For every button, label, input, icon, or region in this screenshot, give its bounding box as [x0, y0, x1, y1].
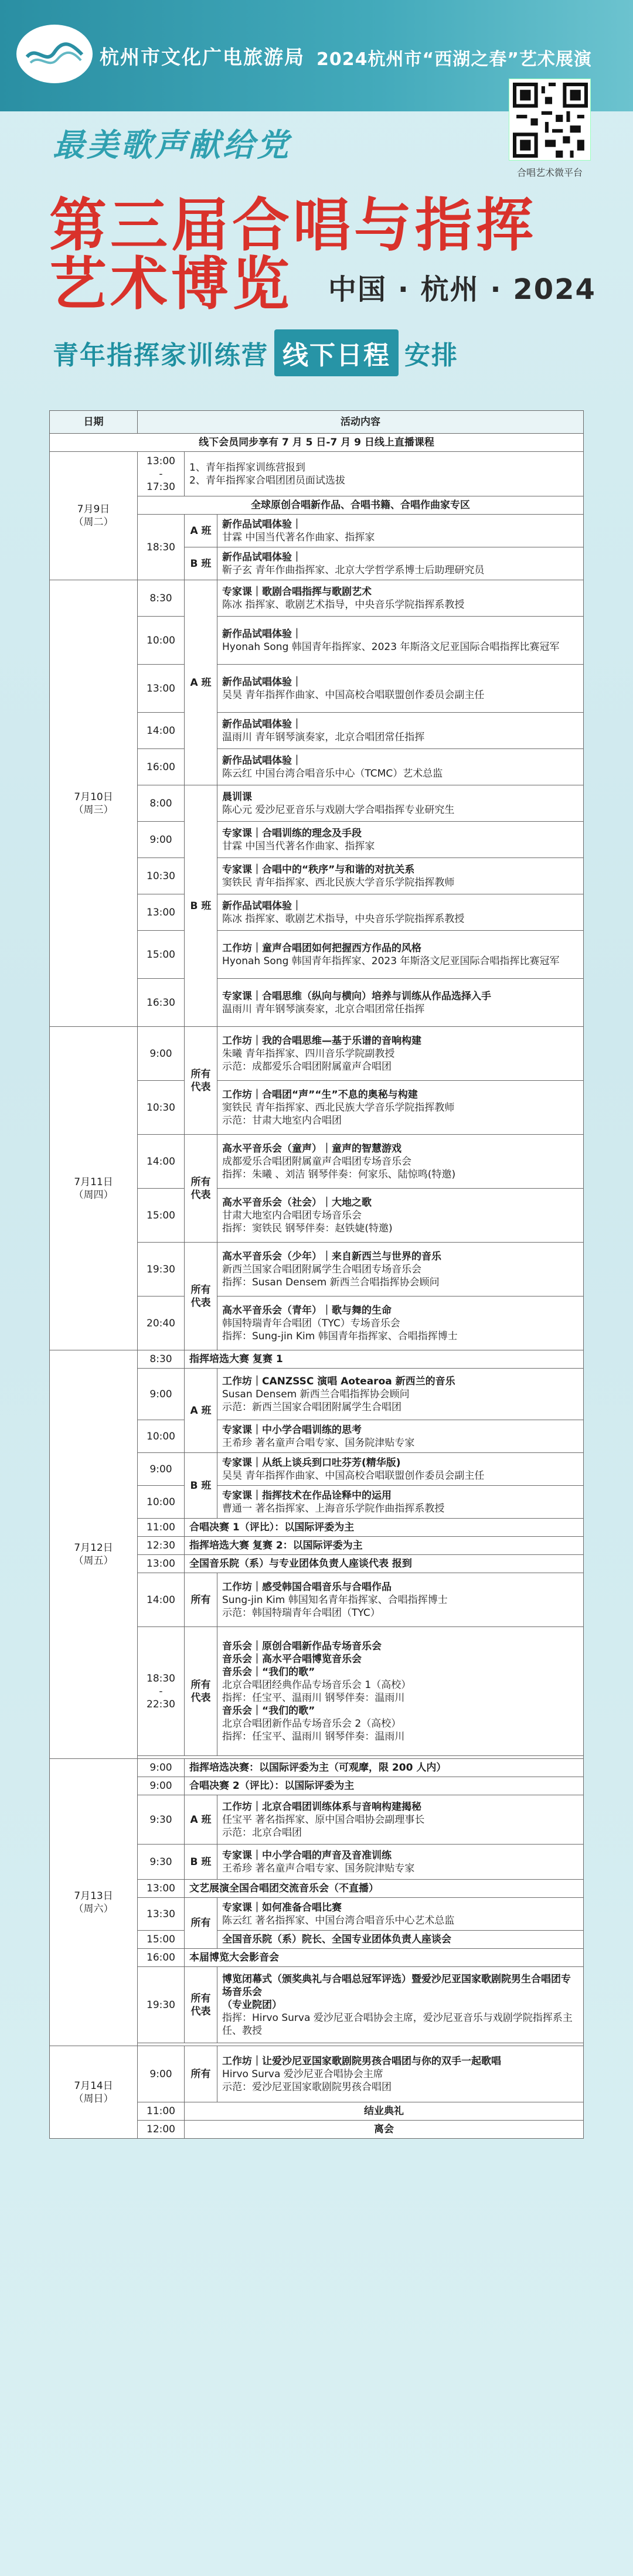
activity-line: 示范：北京合唱团: [222, 1826, 302, 1839]
time-cell: 18:30: [138, 515, 185, 580]
date: 7月11日: [74, 1176, 113, 1188]
activity-line: 陈冰 指挥家、歌剧艺术指导，中央音乐学院指挥系教授: [222, 913, 465, 925]
activity-title: 专家课｜合唱训练的理念及手段: [222, 827, 362, 839]
activity-cell: [217, 931, 584, 979]
activity-cell: [217, 1453, 584, 1486]
activity-line: 示范：新西兰国家合唱团附属学生合唱团: [222, 1401, 401, 1413]
activity-line: 任宝平 著名指挥家、原中国合唱协会副理事长: [222, 1813, 425, 1826]
activity-title: 工作坊｜北京合唱团训练体系与音响构建揭秘: [222, 1801, 421, 1813]
table-row: [50, 1759, 584, 1777]
time-cell: 16:30: [138, 979, 185, 1027]
activity-cell: [185, 1537, 584, 1555]
team-cell: 所有: [185, 1898, 217, 1949]
activity-title: 音乐会｜“我们的歌”: [222, 1666, 315, 1678]
time-cell: 8:00: [138, 785, 185, 822]
activity-title: 全国音乐院（系）院长、全国专业团体负责人座谈会: [222, 1934, 451, 1945]
weekday: （周四）: [73, 1189, 114, 1201]
time-cell: 15:00: [138, 931, 185, 979]
weekday: （周六）: [73, 1903, 114, 1915]
activity-line: 吴昊 青年指挥作曲家、中国高校合唱联盟创作委员会副主任: [222, 689, 485, 701]
activity-line: Hyonah Song 韩国青年指挥家、2023 年斯洛文尼亚国际合唱指挥比赛冠军: [222, 641, 560, 653]
activity-cell: [217, 1189, 584, 1243]
place-year: 中国 · 杭州 · 2024: [328, 273, 596, 306]
date-cell: [50, 1350, 138, 1759]
activity-line: 示范：爱沙尼亚国家歌剧院男孩合唱团: [222, 2081, 392, 2093]
activity-cell: [217, 1135, 584, 1189]
activity-cell: [217, 1845, 584, 1880]
activity-title: 新作品试唱体验｜: [222, 551, 302, 563]
time-cell: 10:00: [138, 617, 185, 665]
activity-line: 1、青年指挥家训练营报到: [189, 461, 305, 474]
activity-title: 专家课｜合唱中的“秩序”与和谐的对抗关系: [222, 863, 415, 876]
activity-line: 甘霖 中国当代著名作曲家、指挥家: [222, 531, 375, 543]
time-cell: 19:30: [138, 1243, 185, 1296]
activity-line: 朱曦 青年指挥家、四川音乐学院副教授: [222, 1047, 395, 1060]
activity-cell: [217, 1081, 584, 1135]
activity-cell: [185, 1555, 584, 1573]
activity-line: 指挥：Hirvo Surva 爱沙尼亚合唱协会主席，爱沙尼亚音乐与戏剧学院指挥系主任、教授: [222, 2012, 573, 2037]
activity-title: 专家课｜从纸上谈兵到口吐芬芳(精华版): [222, 1457, 401, 1469]
activity-cell: 全球原创合唱新作品、合唱书籍、合唱作曲家专区: [138, 496, 584, 515]
date: 7月14日: [74, 2080, 113, 2092]
time-cell: 14:00: [138, 713, 185, 749]
activity-title: 专家课｜中小学合唱训练的思考: [222, 1424, 362, 1436]
activity-title: 高水平音乐会（少年）｜来自新西兰与世界的音乐: [222, 1250, 441, 1263]
time-cell: 12:00: [138, 2121, 185, 2139]
activity-cell: [185, 452, 584, 496]
time-cell: 12:30: [138, 1537, 185, 1555]
team-cell: 所有代表: [185, 1027, 217, 1135]
activity-cell: [217, 749, 584, 785]
activity-cell: [217, 1243, 584, 1296]
activity-cell: [185, 1519, 584, 1537]
activity-title: 工作坊｜我的合唱思维—基于乐谱的音响构建: [222, 1035, 421, 1047]
activity-cell: [217, 713, 584, 749]
activity-line: 指挥：Susan Densem 新西兰合唱指挥协会顾问: [222, 1276, 440, 1288]
time-cell: 13:00: [138, 894, 185, 931]
activity-line: 温雨川 青年钢琴演奏家，北京合唱团常任指挥: [222, 731, 425, 743]
activity-cell: [185, 1880, 584, 1898]
time-cell: 10:30: [138, 858, 185, 894]
qr-caption: 合唱艺术微平台: [516, 167, 583, 178]
activity-cell: [185, 1949, 584, 1967]
activity-line: 窦铁民 青年指挥家、西北民族大学音乐学院指挥教师: [222, 876, 455, 889]
activity-line: 新西兰国家合唱团附属学生合唱团专场音乐会: [222, 1263, 421, 1275]
team-cell: A 班: [185, 1369, 217, 1453]
activity-title: 指挥培选大赛 复赛 2：以国际评委为主: [189, 1540, 363, 1551]
table-row: [50, 1350, 584, 1369]
time-cell: 10:00: [138, 1486, 185, 1519]
activity-cell: [217, 1627, 584, 1756]
activity-cell: [217, 580, 584, 617]
activity-line: 陈心元 爱沙尼亚音乐与戏剧大学合唱指挥专业研究生: [222, 804, 455, 816]
activity-cell: [217, 822, 584, 858]
activity-cell: [217, 1369, 584, 1420]
time-cell: 15:00: [138, 1931, 185, 1949]
time-cell: 13:30: [138, 1898, 185, 1931]
org-logo: [16, 25, 93, 83]
activity-title: 新作品试唱体验｜: [222, 718, 302, 730]
team-cell: 所有代表: [185, 1243, 217, 1350]
activity-line: 陈冰 指挥家、歌剧艺术指导，中央音乐学院指挥系教授: [222, 598, 465, 611]
activity-line: 王希珍 著名童声合唱专家、国务院津贴专家: [222, 1862, 415, 1874]
team-cell: 所有代表: [185, 1627, 217, 1756]
activity-cell: 结业典礼: [185, 2102, 584, 2121]
time-start: 13:00: [147, 455, 175, 467]
activity-line: 陈云红 中国台湾合唱音乐中心（TCMC）艺术总监: [222, 767, 443, 780]
activity-line: 吴昊 青年指挥作曲家、中国高校合唱联盟创作委员会副主任: [222, 1469, 485, 1482]
activity-line: 示范：甘肃大地室内合唱团: [222, 1114, 342, 1127]
activity-line: 曹通一 著名指挥家、上海音乐学院作曲指挥系教授: [222, 1502, 445, 1515]
time-cell: 11:00: [138, 1519, 185, 1537]
team-cell: 所有代表: [185, 1967, 217, 2043]
team-cell: 所有: [185, 2046, 217, 2102]
activity-line: 指挥：任宝平、温雨川 钢琴伴奏：温雨川: [222, 1692, 405, 1704]
activity-cell: [217, 858, 584, 894]
activity-cell: [217, 515, 584, 547]
activity-title: 文艺展演全国合唱团交流音乐会（不直播）: [189, 1883, 379, 1894]
activity-cell: [217, 1931, 584, 1949]
activity-title: 新作品试唱体验｜: [222, 900, 302, 912]
time-cell: 16:00: [138, 1949, 185, 1967]
col-date-header: 日期: [50, 411, 138, 434]
activity-cell: [217, 1296, 584, 1350]
time-cell: 19:30: [138, 1967, 185, 2043]
subtitle-camp: 青年指挥家训练营: [53, 341, 268, 370]
team-cell: 所有代表: [185, 1135, 217, 1243]
time-cell: 20:40: [138, 1296, 185, 1350]
event-line: 2024杭州市“西湖之春”艺术展演: [316, 49, 592, 70]
schedule-table: [49, 410, 584, 2139]
time-cell: 10:00: [138, 1420, 185, 1453]
activity-line: 示范：成都爱乐合唱团附属童声合唱团: [222, 1060, 392, 1073]
activity-cell: [217, 894, 584, 931]
activity-title: 音乐会｜原创合唱新作品专场音乐会: [222, 1640, 382, 1652]
activity-title: 工作坊｜合唱团“声”“生”不息的奥秘与构建: [222, 1088, 418, 1101]
activity-cell: [185, 1777, 584, 1795]
activity-line: 指挥：任宝平、温雨川 钢琴伴奏：温雨川: [222, 1730, 405, 1743]
activity-title: 新作品试唱体验｜: [222, 518, 302, 530]
activity-cell: [217, 547, 584, 580]
time-cell: 9:00: [138, 822, 185, 858]
activity-line: 甘肃大地室内合唱团专场音乐会: [222, 1209, 362, 1221]
activity-title: 专家课｜指挥技术在作品诠释中的运用: [222, 1489, 392, 1502]
activity-cell: [217, 1420, 584, 1453]
activity-title: 指挥培选决赛：以国际评委为主（可观摩，限 200 人内）: [189, 1762, 447, 1774]
time-cell: 15:00: [138, 1189, 185, 1243]
date: 7月9日: [77, 503, 110, 515]
time-end: 22:30: [147, 1698, 175, 1710]
activity-cell: [217, 665, 584, 713]
activity-line: 王希珍 著名童声合唱专家、国务院津贴专家: [222, 1437, 415, 1449]
activity-cell: [217, 979, 584, 1027]
activity-title: 专家课｜如何准备合唱比赛: [222, 1901, 342, 1914]
activity-line: 韩国特瑞青年合唱团（TYC）专场音乐会: [222, 1317, 400, 1329]
activity-title: 新作品试唱体验｜: [222, 754, 302, 767]
weekday: （周日）: [73, 2092, 114, 2105]
activity-line: 窦铁民 青年指挥家、西北民族大学音乐学院指挥教师: [222, 1101, 455, 1114]
activity-title: 高水平音乐会（童声）｜童声的智慧游戏: [222, 1142, 401, 1155]
main-title-line-2: 艺术博览: [49, 251, 294, 318]
time-cell: 13:00: [138, 1555, 185, 1573]
weekday: （周二）: [73, 516, 114, 528]
activity-title: （专业院团）: [222, 1999, 282, 2011]
activity-cell: [217, 1967, 584, 2043]
qr-code-icon: [513, 83, 588, 158]
weekday: （周三）: [73, 804, 114, 816]
time-cell: 14:00: [138, 1573, 185, 1627]
slogan: 最美歌声献给党: [53, 127, 291, 164]
time-cell: 9:00: [138, 1027, 185, 1081]
time-start: 18:30: [147, 1672, 175, 1685]
team-cell: B 班: [185, 785, 217, 1027]
col-content-header: 活动内容: [138, 411, 584, 434]
time-cell: 9:30: [138, 1845, 185, 1880]
activity-title: 工作坊｜感受韩国合唱音乐与合唱作品: [222, 1581, 392, 1593]
activity-line: 指挥：朱曦 、刘洁 钢琴伴奏：何家乐、陆惊鸣(特邀): [222, 1168, 456, 1180]
qr-code[interactable]: [509, 79, 591, 161]
activity-title: 合唱决赛 2（评比）：以国际评委为主: [189, 1780, 355, 1792]
activity-line: 甘霖 中国当代著名作曲家、指挥家: [222, 840, 375, 852]
team-cell: 所有: [185, 1573, 217, 1627]
table-header-row: [50, 411, 584, 434]
table-row: [50, 2046, 584, 2102]
activity-title: 晨训课: [222, 791, 252, 803]
activity-line: Hirvo Surva 爱沙尼亚合唱协会主席: [222, 2068, 383, 2080]
activity-title: 全国音乐院（系）与专业团体负责人座谈代表 报到: [189, 1558, 412, 1570]
date-cell: [50, 580, 138, 1027]
activity-title: 新作品试唱体验｜: [222, 628, 302, 640]
team-cell: A 班: [185, 515, 217, 547]
subtitle: [53, 328, 458, 377]
time-cell: 13:00: [138, 1880, 185, 1898]
activity-cell: [217, 785, 584, 822]
date: 7月13日: [74, 1890, 113, 1902]
activity-line: Hyonah Song 韩国青年指挥家、2023 年斯洛文尼亚国际合唱指挥比赛冠军: [222, 955, 560, 967]
time-cell: 8:30: [138, 580, 185, 617]
activity-line: Sung-jin Kim 韩国知名青年指挥家、合唱指挥博士: [222, 1594, 448, 1606]
date-cell: [50, 2046, 138, 2139]
main-title-line-1: 第三届合唱与指挥: [49, 192, 537, 259]
activity-line: 北京合唱团经典作品专场音乐会 1（高校）: [222, 1679, 411, 1691]
activity-title: 专家课｜合唱思维（纵向与横向）培养与训练从作品选择入手: [222, 990, 491, 1002]
time-cell: 9:00: [138, 2046, 185, 2102]
team-cell: B 班: [185, 1453, 217, 1519]
time-cell: 16:00: [138, 749, 185, 785]
time-cell: 11:00: [138, 2102, 185, 2121]
activity-title: 博览闭幕式（颁奖典礼与合唱总冠军评选）暨爱沙尼亚国家歌剧院男生合唱团专场音乐会: [222, 1973, 571, 1998]
activity-cell: [217, 1027, 584, 1081]
activity-cell: [217, 2046, 584, 2102]
activity-title: 指挥培选大赛 复赛 1: [189, 1353, 283, 1365]
date: 7月10日: [74, 791, 113, 803]
activity-title: 新作品试唱体验｜: [222, 676, 302, 688]
activity-title: 高水平音乐会（青年）｜歌与舞的生命: [222, 1304, 392, 1316]
activity-cell: [217, 1573, 584, 1627]
table-row: [50, 434, 584, 452]
time-cell: 8:30: [138, 1350, 185, 1369]
time-cell: 10:30: [138, 1081, 185, 1135]
wave-logo-icon: [22, 33, 87, 74]
time-cell: 9:00: [138, 1453, 185, 1486]
weekday: （周五）: [73, 1555, 114, 1567]
activity-title: 高水平音乐会（社会）｜大地之歌: [222, 1196, 372, 1209]
table-row: [50, 452, 584, 496]
time-cell: 9:00: [138, 1777, 185, 1795]
activity-line: 示范：韩国特瑞青年合唱团（TYC）: [222, 1607, 380, 1619]
activity-title: 工作坊｜CANZSSC 演唱 Aotearoa 新西兰的音乐: [222, 1375, 455, 1387]
activity-title: 合唱决赛 1（评比）：以国际评委为主: [189, 1522, 355, 1533]
team-cell: A 班: [185, 1795, 217, 1845]
activity-cell: [217, 617, 584, 665]
time-cell: 9:00: [138, 1369, 185, 1420]
activity-line: 靳子玄 青年作曲指挥家、北京大学哲学系博士后助理研究员: [222, 564, 485, 576]
time-cell: 14:00: [138, 1135, 185, 1189]
activity-cell: [185, 1350, 584, 1369]
activity-line: 2、青年指挥家合唱团团员面试选拔: [189, 474, 345, 486]
table-row: [50, 580, 584, 617]
team-cell: B 班: [185, 547, 217, 580]
activity-title: 专家课｜中小学合唱的声音及音准训练: [222, 1849, 392, 1862]
activity-line: 北京合唱团新作品专场音乐会 2（高校）: [222, 1717, 401, 1730]
activity-line: 陈云红 著名指挥家、中国台湾合唱音乐中心艺术总监: [222, 1914, 455, 1927]
activity-cell: [185, 1759, 584, 1777]
activity-cell: [217, 1795, 584, 1845]
activity-title: 工作坊｜让爱沙尼亚国家歌剧院男孩合唱团与你的双手一起歌唱: [222, 2055, 501, 2067]
time-end: 17:30: [147, 481, 175, 493]
team-cell: B 班: [185, 1845, 217, 1880]
activity-line: 成都爱乐合唱团附属童声合唱团专场音乐会: [222, 1155, 411, 1168]
date-cell: [50, 452, 138, 580]
activity-line: 指挥：窦铁民 钢琴伴奏：赵铁婕(特邀): [222, 1222, 393, 1234]
table-row: [50, 1027, 584, 1081]
date: 7月12日: [74, 1542, 113, 1554]
subtitle-offline-badge: 线下日程: [274, 329, 399, 376]
activity-title: 本届博览大会影音会: [189, 1952, 279, 1964]
org-name: 杭州市文化广电旅游局: [100, 46, 305, 69]
team-cell: A 班: [185, 580, 217, 785]
activity-cell: [217, 1898, 584, 1931]
date-cell: [50, 1759, 138, 2046]
activity-title: 工作坊｜童声合唱团如何把握西方作品的风格: [222, 942, 421, 954]
activity-title: 音乐会｜高水平合唱博览音乐会: [222, 1653, 362, 1665]
activity-cell: 离会: [185, 2121, 584, 2139]
activity-cell: [217, 1486, 584, 1519]
activity-title: 音乐会｜“我们的歌”: [222, 1704, 315, 1717]
date-cell: [50, 1027, 138, 1350]
activity-line: 温雨川 青年钢琴演奏家，北京合唱团常任指挥: [222, 1003, 425, 1015]
pre-note: 线下会员同步享有 7 月 5 日-7 月 9 日线上直播课程: [50, 434, 584, 452]
time-cell: 9:00: [138, 1759, 185, 1777]
time-cell: 18:30 - 22:30: [138, 1627, 185, 1756]
activity-line: Susan Densem 新西兰合唱指挥协会顾问: [222, 1388, 410, 1400]
activity-line: 指挥：Sung-jin Kim 韩国青年指挥家、合唱指挥博士: [222, 1330, 458, 1342]
activity-title: 专家课｜歌剧合唱指挥与歌剧艺术: [222, 586, 372, 598]
time-cell: 13:00: [138, 665, 185, 713]
time-cell: 9:30: [138, 1795, 185, 1845]
subtitle-arrangement: 安排: [404, 341, 458, 370]
time-cell: 13:00 - 17:30: [138, 452, 185, 496]
